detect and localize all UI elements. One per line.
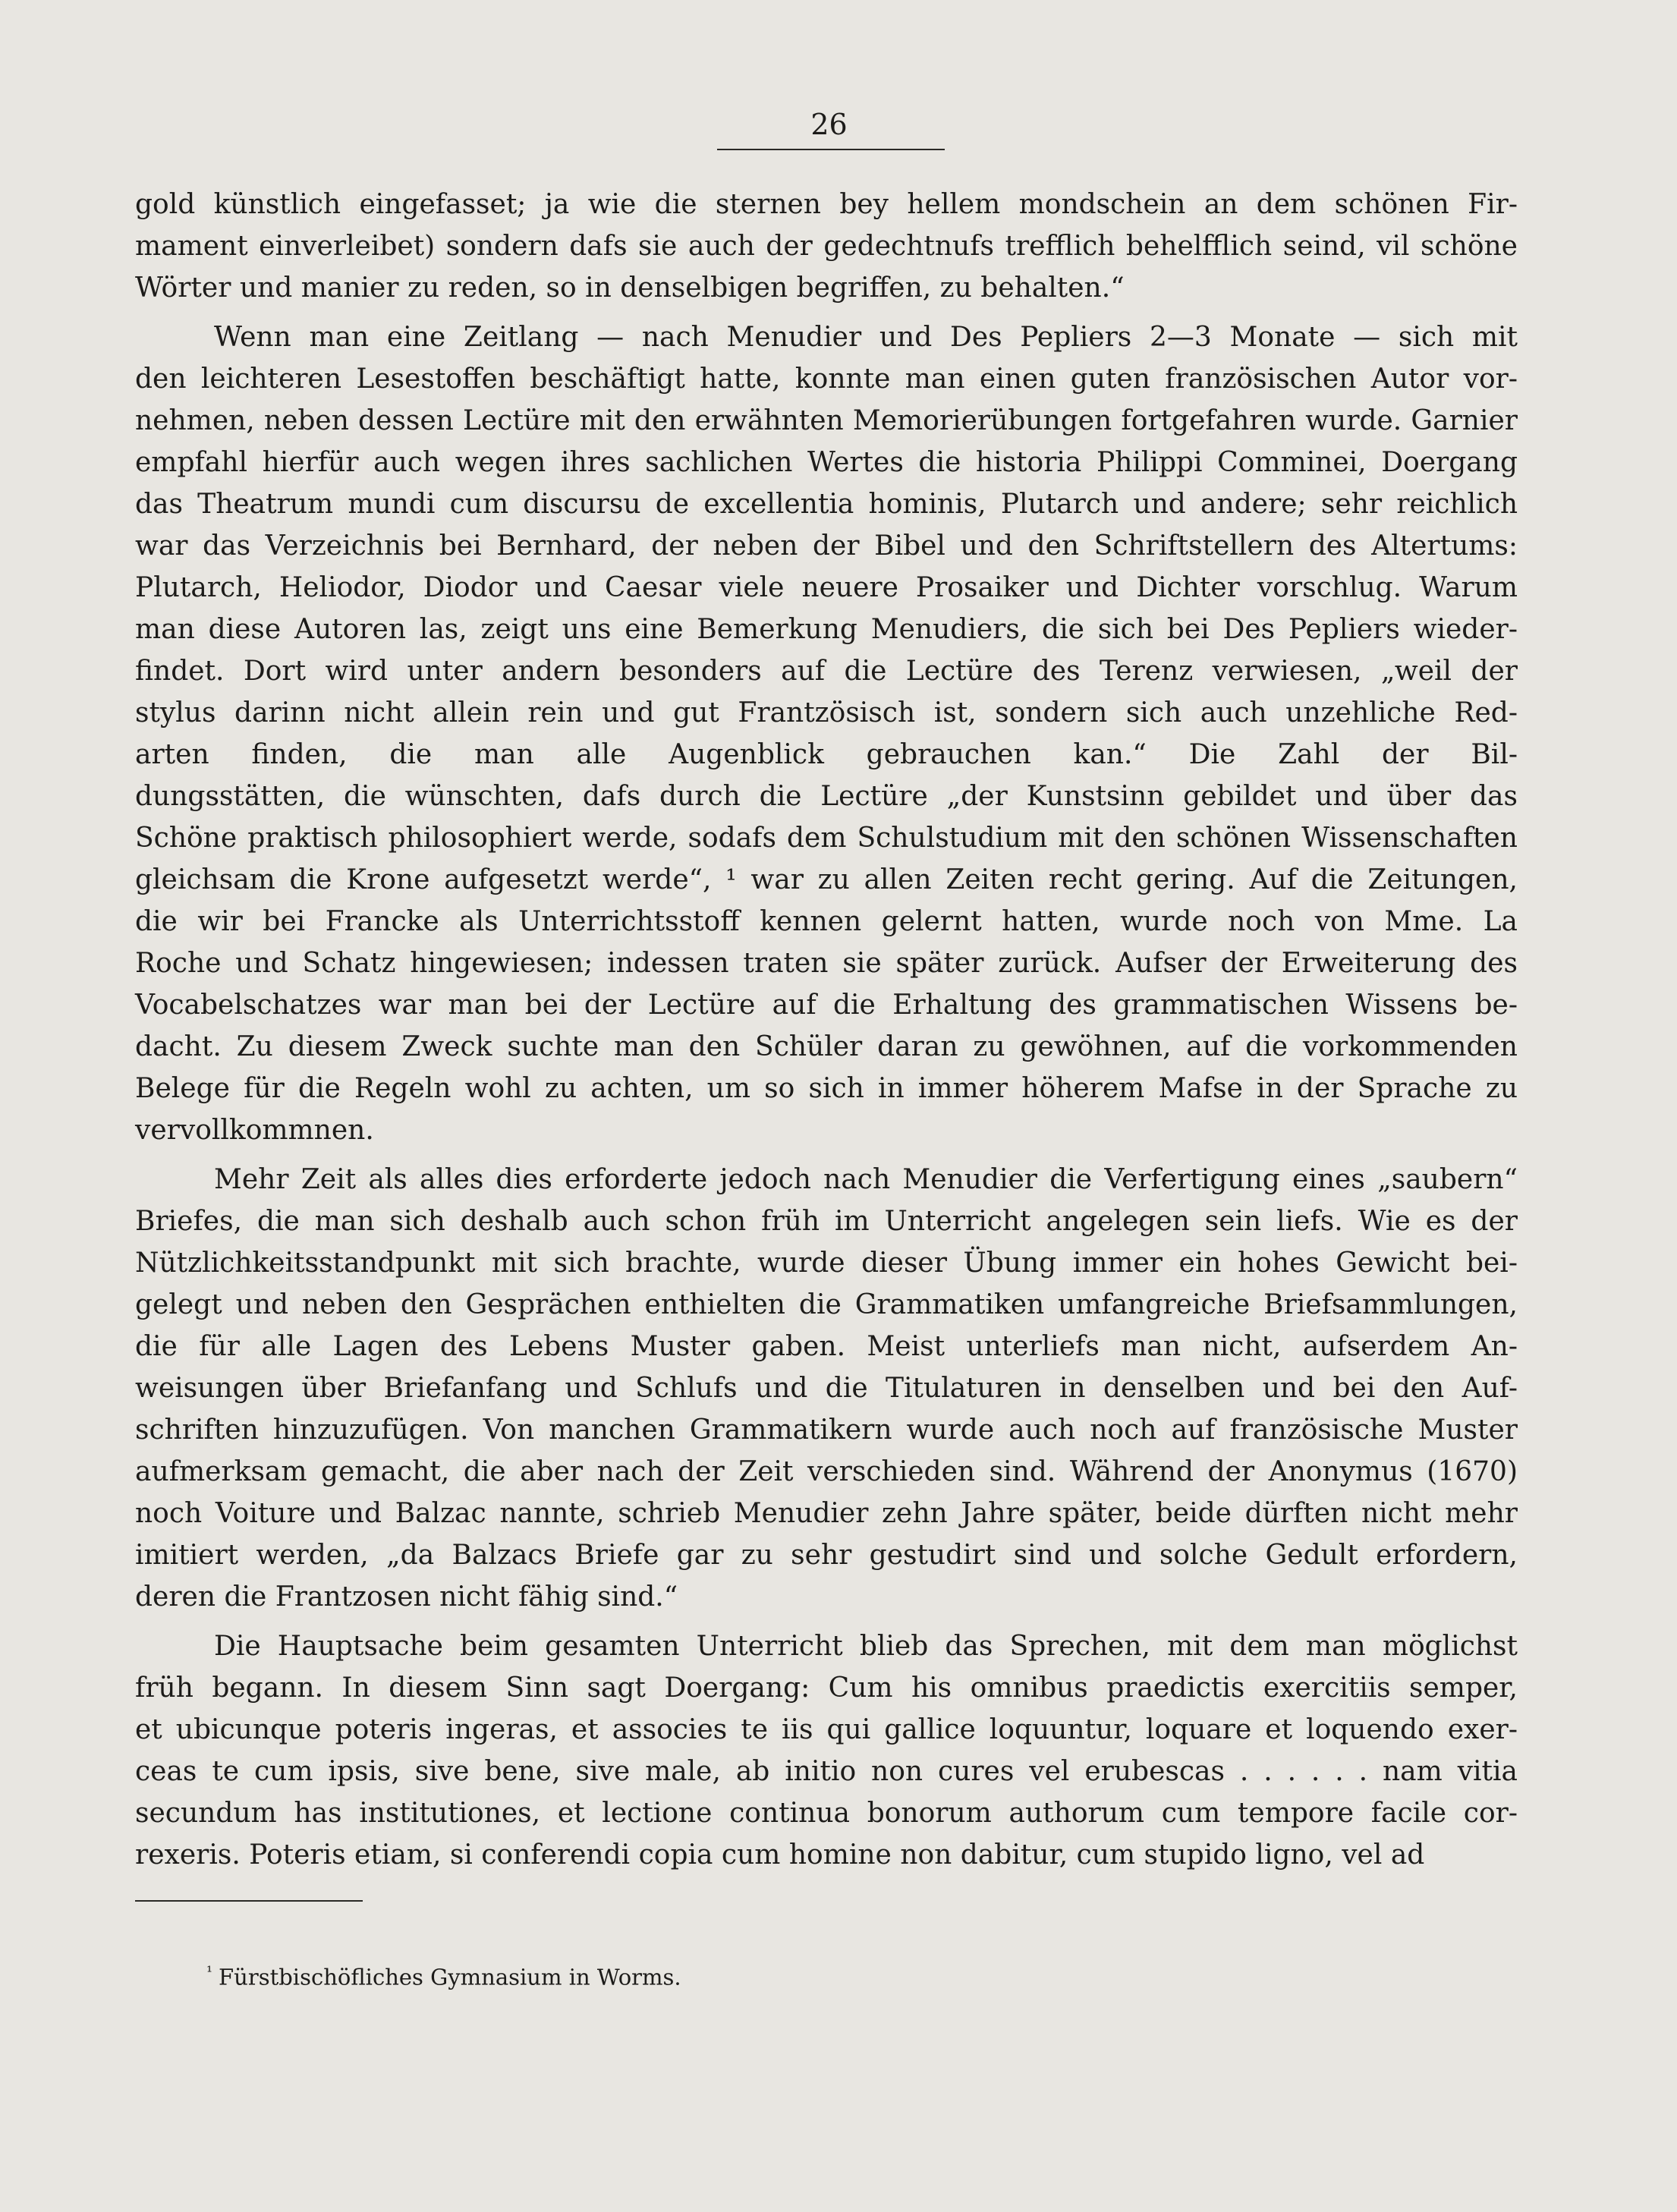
text-line: noch Voiture und Balzac nannte, schrieb Menudier zehn Jahre später, beide dürften nicht mehr xyxy=(135,1498,1518,1529)
text-line: vervollkommnen. xyxy=(135,1115,374,1146)
text-line: nehmen, neben dessen Lectüre mit den erwähnten Memorierübungen fortgefahren wurde. Garnier xyxy=(135,405,1518,436)
body-text xyxy=(135,184,1518,1876)
text-line: war das Verzeichnis bei Bernhard, der neben der Bibel und den Schriftstellern des Altertums: xyxy=(135,530,1518,562)
text-line: empfahl hierfür auch wegen ihres sachlichen Wertes die historia Philippi Comminei, Doergang xyxy=(135,447,1518,478)
text-line: dungsstätten, die wünschten, dafs durch die Lectüre „der Kunstsinn gebildet und über das xyxy=(135,781,1518,812)
header-rule xyxy=(717,149,945,150)
text-line: ceas te cum ipsis, sive bene, sive male, ab initio non cures vel erubescas . . . . . . nam vitia xyxy=(135,1756,1518,1787)
text-line: Vocabelschatzes war man bei der Lectüre auf die Erhaltung des grammatischen Wissens be- xyxy=(135,990,1518,1021)
text-line: Plutarch, Heliodor, Diodor und Caesar viele neuere Prosaiker und Dichter vorschlug. Warum xyxy=(135,572,1518,603)
text-line: et ubicunque poteris ingeras, et associes te iis qui gallice loquuntur, loquare et loquendo exer- xyxy=(135,1714,1518,1745)
text-line: das Theatrum mundi cum discursu de excellentia hominis, Plutarch und andere; sehr reichlich xyxy=(135,489,1518,520)
paragraph-gap xyxy=(135,309,1518,316)
text-line: die für alle Lagen des Lebens Muster gaben. Meist unterliefs man nicht, aufserdem An- xyxy=(135,1331,1518,1362)
paragraph xyxy=(135,1159,1518,1618)
text-line: Belege für die Regeln wohl zu achten, um so sich in immer höherem Mafse in der Sprache zu xyxy=(135,1073,1518,1104)
paragraph xyxy=(135,1625,1518,1876)
footnote xyxy=(206,1956,681,1993)
text-line: mament einverleibet) sondern dafs sie auch der gedechtnufs trefflich behelfflich seind, vil schöne xyxy=(135,231,1518,262)
text-line: deren die Frantzosen nicht fähig sind.“ xyxy=(135,1581,678,1613)
footnote-rule xyxy=(135,1900,363,1902)
text-line: Schöne praktisch philosophiert werde, sodafs dem Schulstudium mit den schönen Wissenschaften xyxy=(135,823,1518,854)
text-line: Nützlichkeitsstandpunkt mit sich brachte, wurde dieser Übung immer ein hohes Gewicht bei- xyxy=(135,1248,1518,1279)
text-line: früh begann. In diesem Sinn sagt Doergang: Cum his omnibus praedictis exercitiis semper, xyxy=(135,1672,1518,1704)
text-line: arten finden, die man alle Augenblick gebrauchen kan.“ Die Zahl der Bil- xyxy=(135,739,1518,770)
footnote-marker: ¹ xyxy=(206,1962,213,1981)
text-line: aufmerksam gemacht, die aber nach der Zeit verschieden sind. Während der Anonymus (1670) xyxy=(135,1456,1518,1487)
text-line: Die Hauptsache beim gesamten Unterricht blieb das Sprechen, mit dem man möglichst xyxy=(214,1631,1518,1662)
page-number: 26 xyxy=(810,108,848,141)
text-line: die wir bei Francke als Unterrichtsstoff kennen gelernt hatten, wurde noch von Mme. La xyxy=(135,906,1518,937)
text-line: rexeris. Poteris etiam, si conferendi copia cum homine non dabitur, cum stupido ligno, vel ad xyxy=(135,1839,1425,1871)
text-line: stylus darinn nicht allein rein und gut Frantzösisch ist, sondern sich auch unzehliche Red- xyxy=(135,697,1518,728)
text-line: Wörter und manier zu reden, so in denselbigen begriffen, zu behalten.“ xyxy=(135,272,1125,304)
paragraph xyxy=(135,184,1518,309)
paragraph xyxy=(135,316,1518,1151)
text-line: dacht. Zu diesem Zweck suchte man den Schüler daran zu gewöhnen, auf die vorkommenden xyxy=(135,1031,1518,1062)
text-line: imitiert werden, „da Balzacs Briefe gar zu sehr gestudirt sind und solche Gedult erfordern, xyxy=(135,1540,1518,1571)
text-line: Wenn man eine Zeitlang — nach Menudier und Des Pepliers 2—3 Monate — sich mit xyxy=(214,322,1518,353)
text-line: gelegt und neben den Gesprächen enthielten die Grammatiken umfangreiche Briefsammlungen, xyxy=(135,1289,1518,1320)
text-line: findet. Dort wird unter andern besonders auf die Lectüre des Terenz verwiesen, „weil der xyxy=(135,656,1518,687)
text-line: gold künstlich eingefasset; ja wie die sternen bey hellem mondschein an dem schönen Fir- xyxy=(135,189,1518,220)
text-line: Briefes, die man sich deshalb auch schon früh im Unterricht angelegen sein liefs. Wie es der xyxy=(135,1206,1518,1237)
text-line: Roche und Schatz hingewiesen; indessen traten sie später zurück. Aufser der Erweiterung des xyxy=(135,948,1518,979)
text-line: weisungen über Briefanfang und Schlufs und die Titulaturen in denselben und bei den Auf- xyxy=(135,1373,1518,1404)
paragraph-gap xyxy=(135,1151,1518,1159)
text-line: schriften hinzuzufügen. Von manchen Grammatikern wurde auch noch auf französische Muster xyxy=(135,1414,1518,1446)
footnote-text: Fürstbischöfliches Gymnasium in Worms. xyxy=(219,1964,681,1990)
text-line: man diese Autoren las, zeigt uns eine Bemerkung Menudiers, die sich bei Des Pepliers wieder- xyxy=(135,614,1518,645)
text-line: gleichsam die Krone aufgesetzt werde“, ¹ war zu allen Zeiten recht gering. Auf die Zeitungen, xyxy=(135,864,1518,895)
paragraph-gap xyxy=(135,1618,1518,1625)
text-line: secundum has institutiones, et lectione continua bonorum authorum cum tempore facile cor- xyxy=(135,1798,1518,1829)
text-line: Mehr Zeit als alles dies erforderte jedoch nach Menudier die Verfertigung eines „saubern“ xyxy=(214,1164,1518,1195)
text-line: den leichteren Lesestoffen beschäftigt hatte, konnte man einen guten französischen Autor vor- xyxy=(135,363,1518,395)
